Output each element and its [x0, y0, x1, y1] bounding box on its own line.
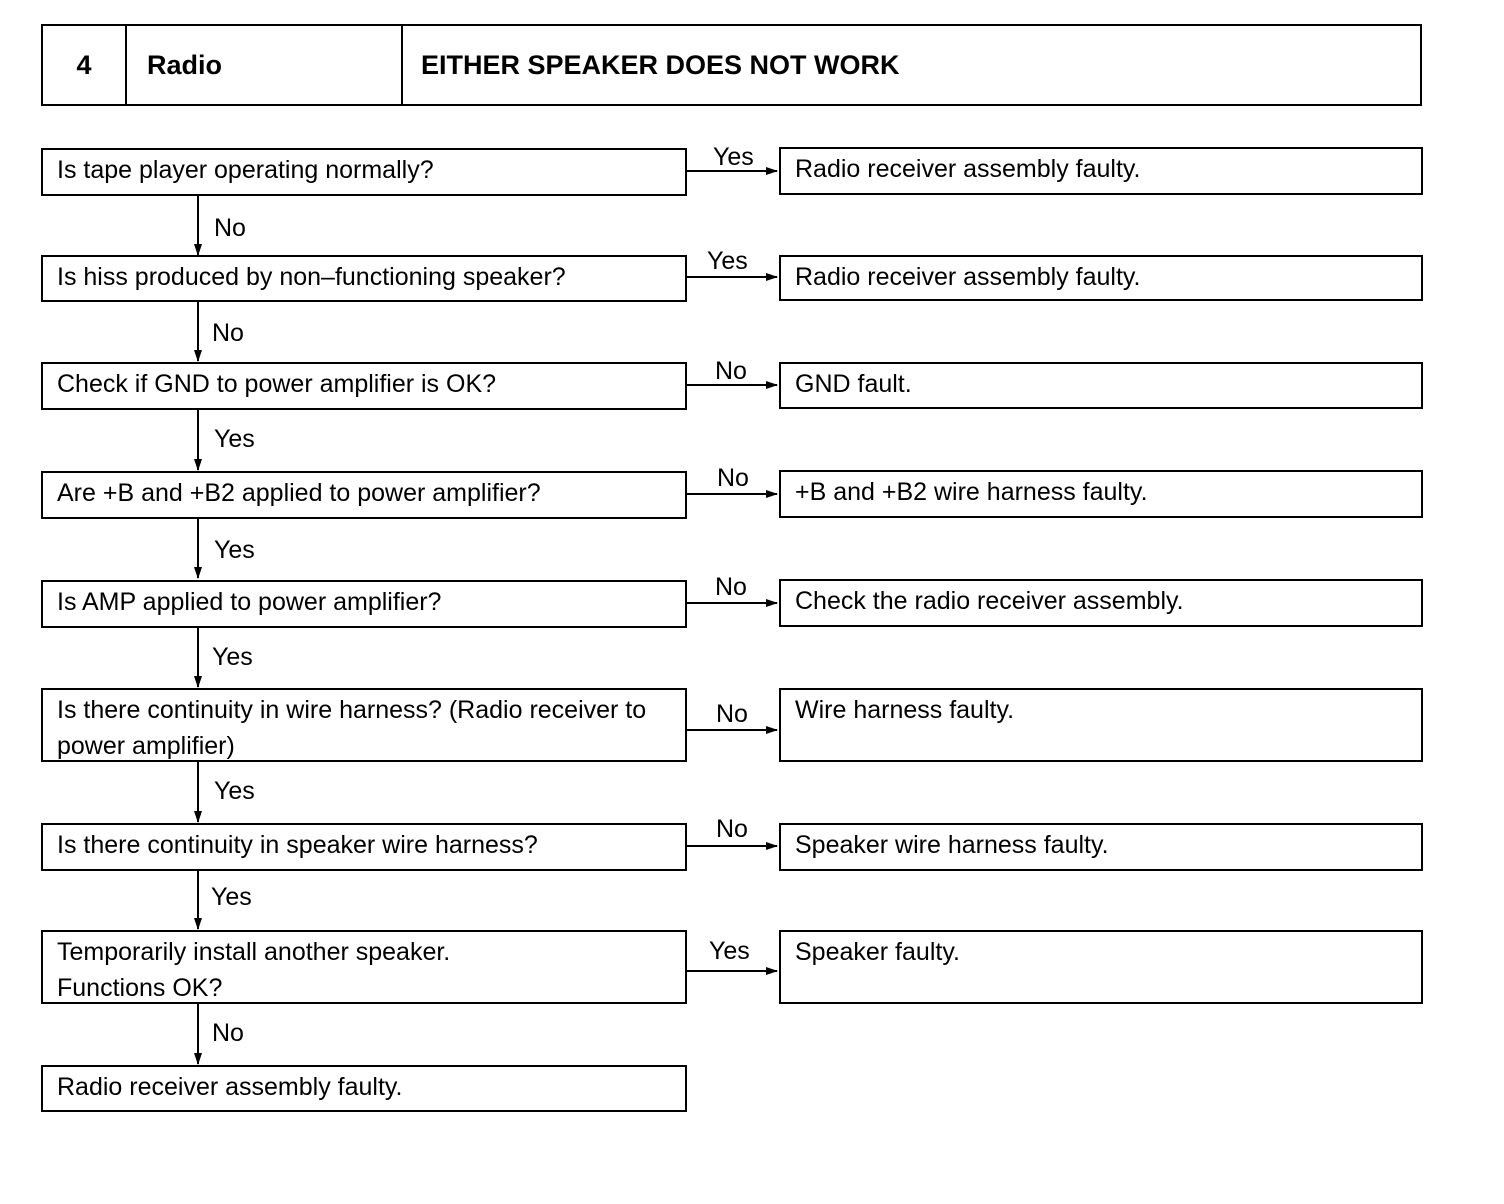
question-text: Is there continuity in speaker wire harness?: [57, 831, 538, 859]
question-box: [41, 930, 687, 1004]
result-box: [779, 688, 1423, 762]
final-result-text: Radio receiver assembly faulty.: [57, 1073, 403, 1101]
result-text: Check the radio receiver assembly.: [795, 587, 1184, 615]
result-box: [779, 147, 1423, 195]
question-box: [41, 255, 687, 302]
result-box: [779, 470, 1423, 518]
result-text: Speaker faulty.: [795, 938, 960, 966]
down-label: No: [212, 1019, 244, 1047]
result-box: [779, 930, 1423, 1004]
branch-label: Yes: [713, 143, 754, 171]
question-text: Is there continuity in wire harness? (Radio receiver to power amplifier): [57, 696, 647, 760]
question-box: [41, 580, 687, 628]
down-label: Yes: [214, 536, 255, 564]
result-text: Radio receiver assembly faulty.: [795, 155, 1141, 183]
question-box: [41, 362, 687, 410]
question-box: [41, 471, 687, 519]
result-box: [779, 579, 1423, 627]
result-text: GND fault.: [795, 370, 912, 398]
result-box: [779, 362, 1423, 409]
header-system: Radio: [127, 26, 403, 104]
header-number: 4: [43, 26, 127, 104]
question-text: Is hiss produced by non–functioning speaker?: [57, 263, 566, 291]
down-label: No: [212, 319, 244, 347]
branch-label: No: [715, 573, 747, 601]
down-label: No: [214, 214, 246, 242]
result-text: Radio receiver assembly faulty.: [795, 263, 1141, 291]
question-box: [41, 688, 687, 762]
final-result-box: [41, 1065, 687, 1112]
branch-label: No: [715, 357, 747, 385]
branch-label: Yes: [707, 247, 748, 275]
question-box: [41, 148, 687, 196]
question-text: Temporarily install another speaker. Functions OK?: [57, 938, 451, 1002]
question-box: [41, 823, 687, 871]
result-text: Speaker wire harness faulty.: [795, 831, 1109, 859]
header-title: EITHER SPEAKER DOES NOT WORK: [421, 49, 900, 80]
question-text: Check if GND to power amplifier is OK?: [57, 370, 497, 398]
branch-label: No: [716, 700, 748, 728]
result-box: [779, 823, 1423, 871]
branch-label: Yes: [709, 937, 750, 965]
question-text: Is AMP applied to power amplifier?: [57, 588, 442, 616]
down-label: Yes: [211, 883, 252, 911]
question-text: Is tape player operating normally?: [57, 156, 434, 184]
down-label: Yes: [214, 425, 255, 453]
branch-label: No: [717, 464, 749, 492]
down-label: Yes: [212, 643, 253, 671]
result-box: [779, 255, 1423, 301]
down-label: Yes: [214, 777, 255, 805]
question-text: Are +B and +B2 applied to power amplifier?: [57, 479, 541, 507]
branch-label: No: [716, 815, 748, 843]
result-text: +B and +B2 wire harness faulty.: [795, 478, 1148, 506]
result-text: Wire harness faulty.: [795, 696, 1015, 724]
